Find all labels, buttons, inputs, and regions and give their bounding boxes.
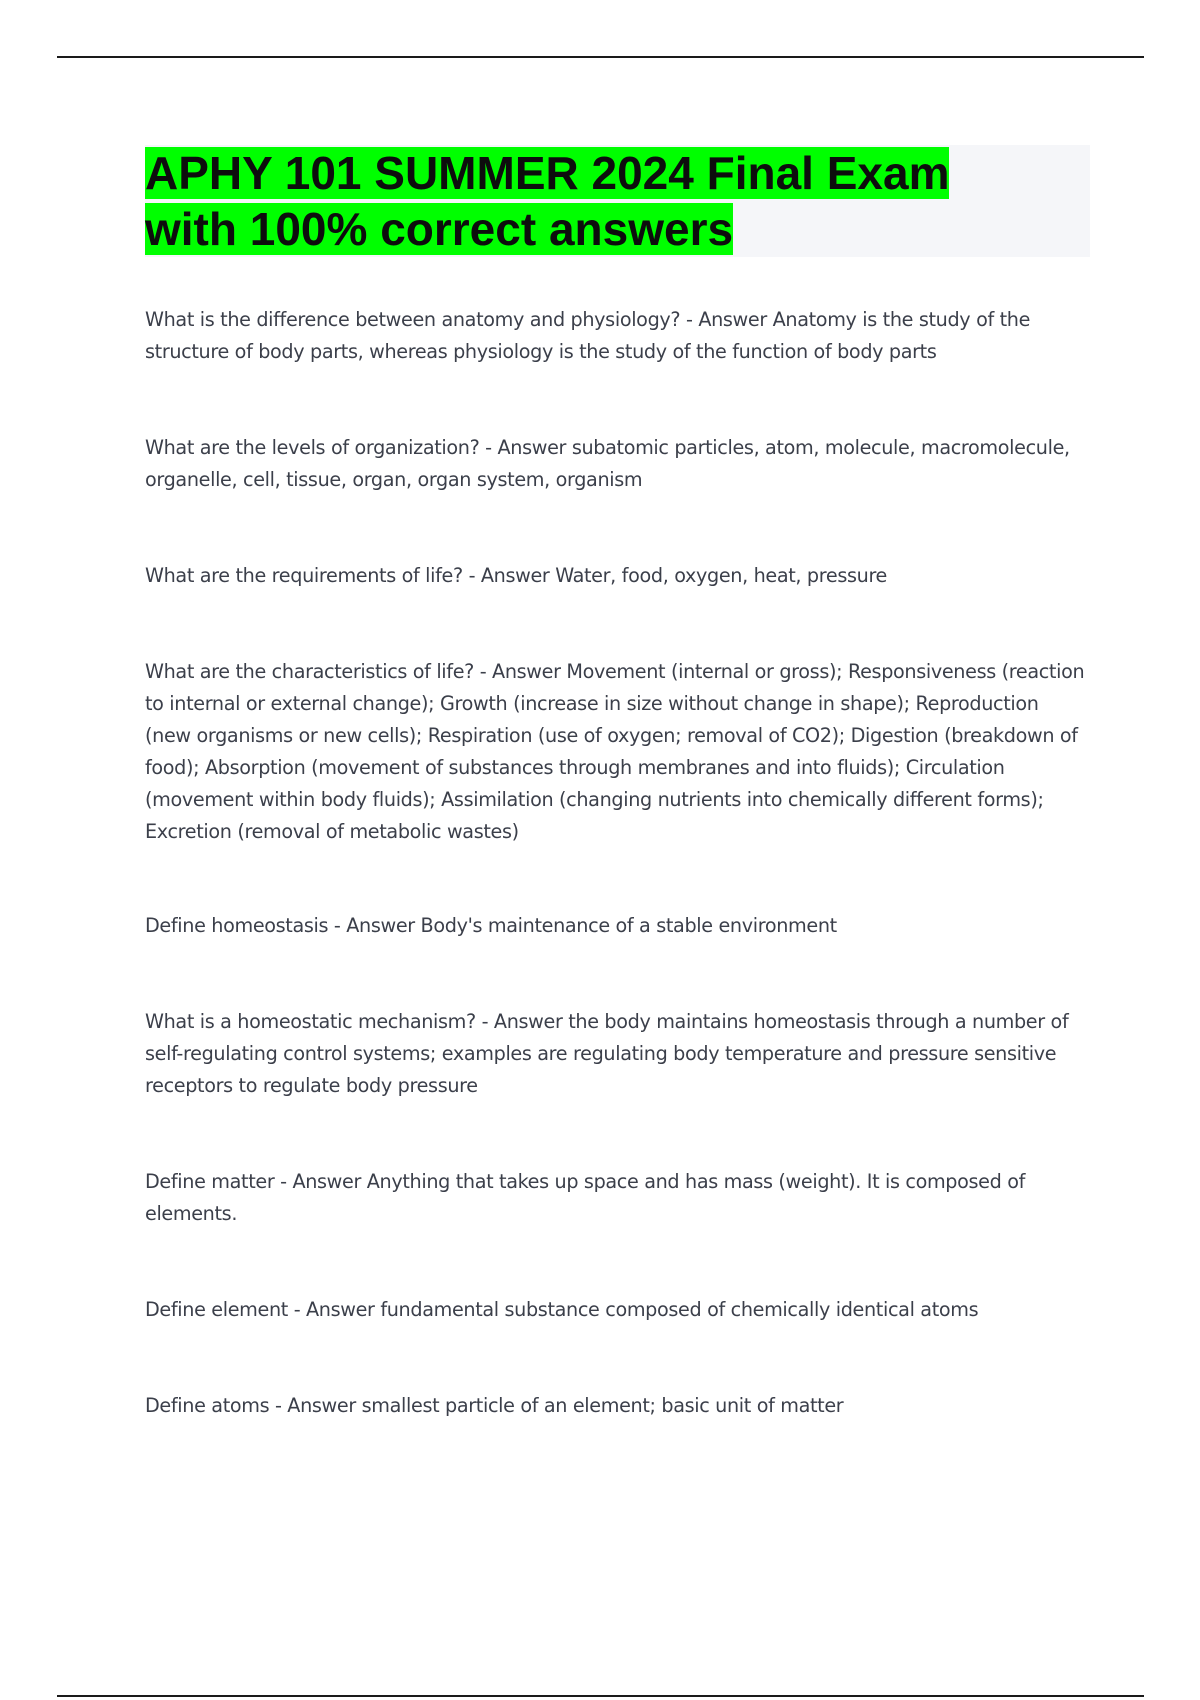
qa-item-matter: Define matter - Answer Anything that takes up space and has mass (weight). It is composed of elements. bbox=[145, 1170, 1026, 1225]
qa-item-element: Define element - Answer fundamental substance composed of chemically identical atoms bbox=[145, 1298, 979, 1321]
qa-list bbox=[145, 304, 1090, 1422]
qa-item-homeostatic-mechanism: What is a homeostatic mechanism? - Answer the body maintains homeostasis through a number of self-regulating control systems; examples are regulating body temperature and pressure sensitive receptors to regulate body pressure bbox=[145, 1010, 1069, 1097]
title-line-1: APHY 101 SUMMER 2024 Final Exam bbox=[145, 147, 950, 199]
top-rule bbox=[57, 56, 1144, 58]
qa-item-anatomy-physiology: What is the difference between anatomy and physiology? - Answer Anatomy is the study of the structure of body parts, whereas physiology is the study of the function of body parts bbox=[145, 308, 1031, 363]
qa-item-homeostasis: Define homeostasis - Answer Body's maintenance of a stable environment bbox=[145, 914, 837, 937]
qa-item-atoms: Define atoms - Answer smallest particle of an element; basic unit of matter bbox=[145, 1394, 844, 1417]
qa-item-characteristics-of-life: What are the characteristics of life? - Answer Movement (internal or gross); Responsiveness (reaction to internal or external change); Growth (increase in size without change in shape); Reproduction (new organisms or new cells); Respiration (use of oxygen; removal of CO2); Digestion (breakdown of food); Absorption (movement of substances through membranes and into fluids); Circulation (movement within body fluids); Assimilation (changing nutrients into chemically different forms); Excretion (removal of metabolic wastes) bbox=[145, 660, 1085, 843]
title-line-2: with 100% correct answers bbox=[145, 203, 734, 255]
qa-item-requirements-of-life: What are the requirements of life? - Answer Water, food, oxygen, heat, pressure bbox=[145, 564, 888, 587]
title-block bbox=[145, 145, 1090, 257]
bottom-rule bbox=[57, 1695, 1144, 1697]
document-title bbox=[145, 145, 1090, 257]
qa-item-levels-of-organization: What are the levels of organization? - Answer subatomic particles, atom, molecule, macromolecule, organelle, cell, tissue, organ, organ system, organism bbox=[145, 436, 1070, 491]
